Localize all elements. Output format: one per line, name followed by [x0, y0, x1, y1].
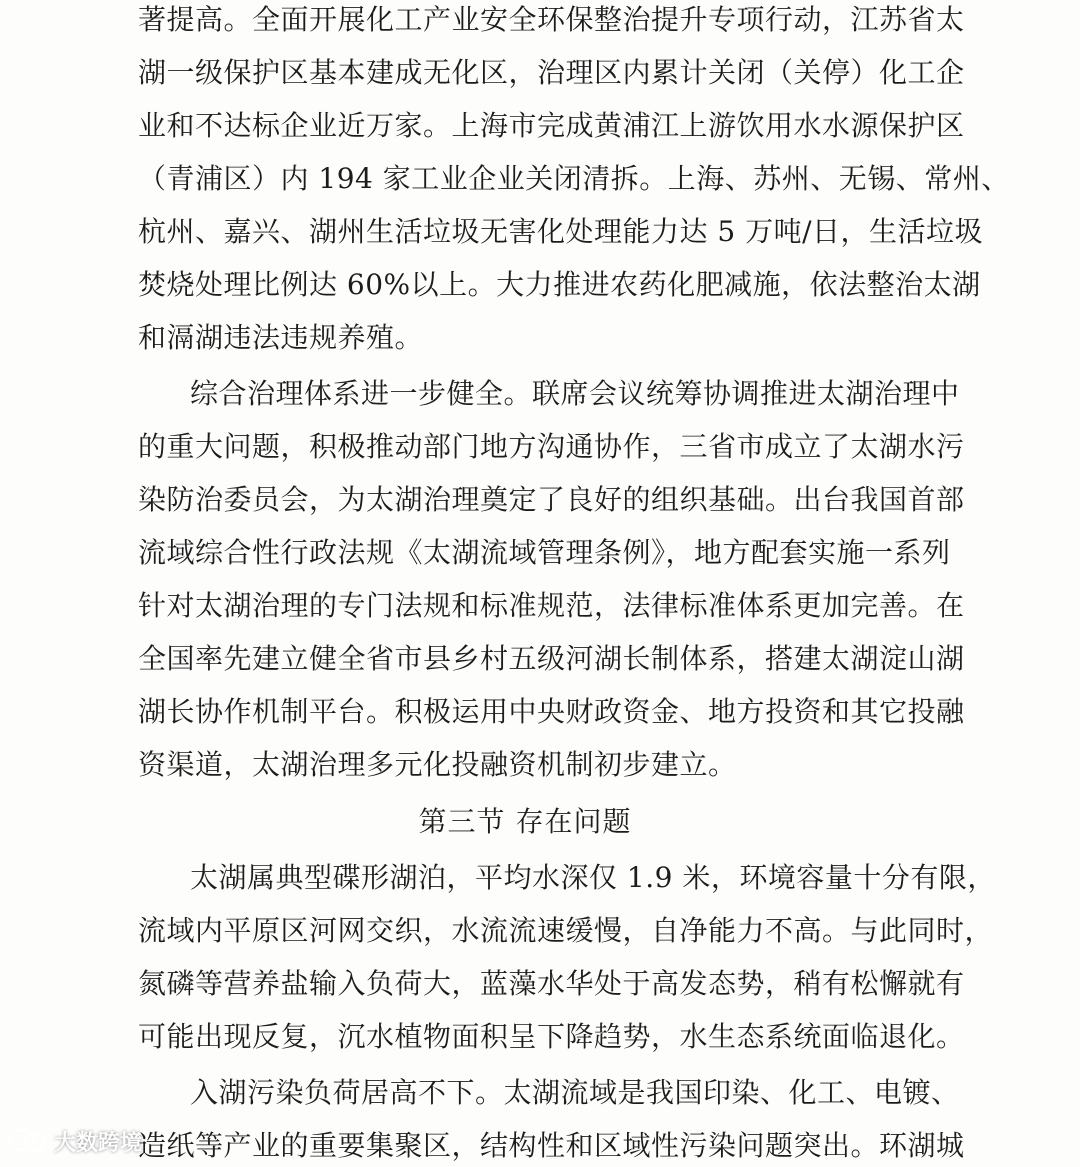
text-line: 的重大问题，积极推动部门地方沟通协作，三省市成立了太湖水污 [138, 430, 965, 463]
text-line: 湖一级保护区基本建成无化区，治理区内累计关闭（关停）化工企 [138, 56, 965, 89]
paragraph-first-line: 太湖属典型碟形湖泊，平均水深仅 1.9 米，环境容量十分有限， [190, 861, 996, 894]
text-line: （青浦区）内 194 家工业企业关闭清拆。上海、苏州、无锡、常州、 [138, 162, 1010, 195]
paragraph-first-line: 综合治理体系进一步健全。联席会议统筹协调推进太湖治理中 [190, 377, 960, 410]
text-line: 造纸等产业的重要集聚区，结构性和区域性污染问题突出。环湖城 [138, 1129, 965, 1162]
text-line: 流域内平原区河网交织，水流流速缓慢，自净能力不高。与此同时， [138, 914, 994, 947]
paragraph-first-line: 入湖污染负荷居高不下。太湖流域是我国印染、化工、电镀、 [190, 1076, 960, 1109]
watermark [8, 1124, 142, 1158]
speech-bubble-logo-icon [8, 1127, 48, 1155]
text-line: 杭州、嘉兴、湖州生活垃圾无害化处理能力达 5 万吨/日，生活垃圾 [138, 215, 984, 248]
text-line: 焚烧处理比例达 60%以上。大力推进农药化肥减施，依法整治太湖 [138, 268, 981, 301]
watermark-text: 大数跨境 [54, 1130, 143, 1156]
text-line: 著提高。全面开展化工产业安全环保整治提升专项行动，江苏省太 [138, 3, 965, 36]
text-line: 全国率先建立健全省市县乡村五级河湖长制体系，搭建太湖淀山湖 [138, 642, 965, 675]
text-line: 业和不达标企业近万家。上海市完成黄浦江上游饮用水水源保护区 [138, 109, 965, 142]
text-line: 资渠道，太湖治理多元化投融资机制初步建立。 [138, 748, 737, 781]
section-heading: 第三节 存在问题 [418, 805, 632, 838]
text-line: 可能出现反复，沉水植物面积呈下降趋势，水生态系统面临退化。 [138, 1020, 965, 1053]
text-line: 氮磷等营养盐输入负荷大，蓝藻水华处于高发态势，稍有松懈就有 [138, 967, 965, 1000]
text-line: 和滆湖违法违规养殖。 [138, 321, 424, 354]
text-line: 湖长协作机制平台。积极运用中央财政资金、地方投资和其它投融 [138, 695, 965, 728]
text-line: 流域综合性行政法规《太湖流域管理条例》，地方配套实施一系列 [138, 536, 951, 569]
text-line: 染防治委员会，为太湖治理奠定了良好的组织基础。出台我国首部 [138, 483, 965, 516]
text-line: 针对太湖治理的专门法规和标准规范，法律标准体系更加完善。在 [138, 589, 965, 622]
